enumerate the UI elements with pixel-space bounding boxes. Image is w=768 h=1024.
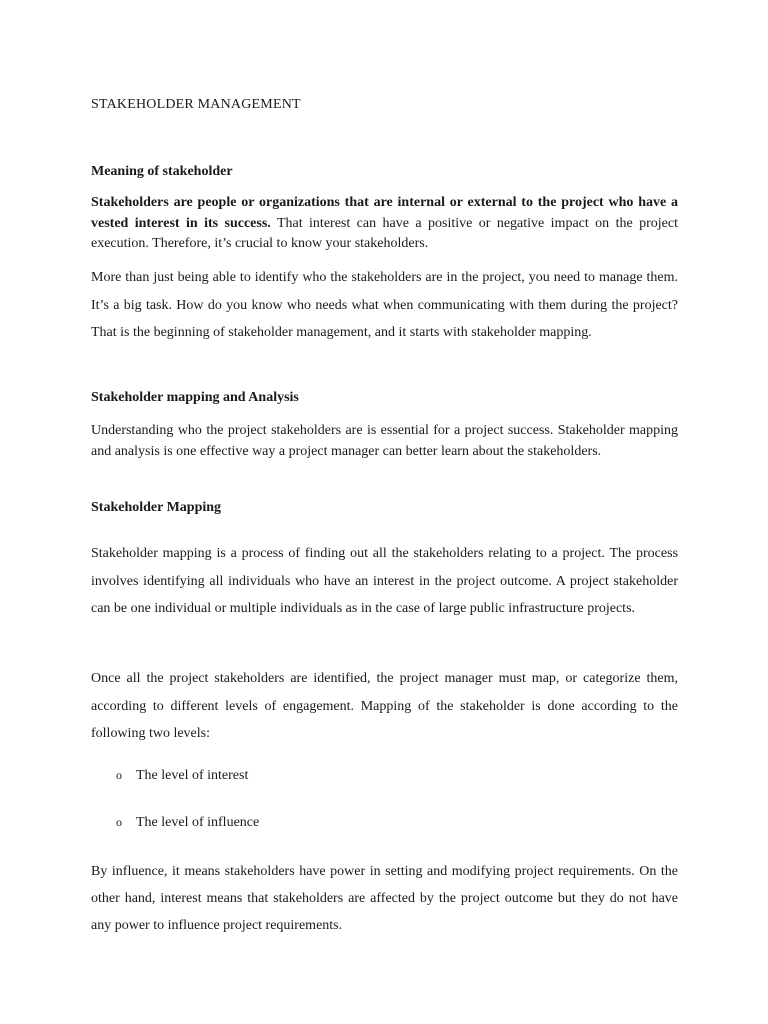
heading-meaning-of-stakeholder: Meaning of stakeholder bbox=[91, 164, 233, 179]
bullet-marker: o bbox=[116, 815, 122, 829]
paragraph-meaning-1 bbox=[91, 193, 678, 255]
list-item bbox=[116, 813, 259, 832]
list-item-text: The level of interest bbox=[136, 768, 249, 783]
list-item bbox=[116, 766, 248, 785]
paragraph-mapping-1: Stakeholder mapping is a process of finding out all the stakeholders relating to a project. The process involves identifying all individuals who have an interest in the project outcome. A project stakeholder can be one individual or multiple individuals as in the case of large public infrastructure projects. bbox=[91, 546, 678, 616]
document-title: STAKEHOLDER MANAGEMENT bbox=[91, 97, 301, 112]
paragraph-meaning-1-lead: Stakeholders are people or organizations that are internal or external to the project who have a vested interest in its success. bbox=[91, 195, 678, 231]
bullet-marker: o bbox=[116, 768, 122, 782]
paragraph-mapping-3: By influence, it means stakeholders have power in setting and modifying project requirements. On the other hand, interest means that stakeholders are affected by the project outcome but they do not have any power to influence project requirements. bbox=[91, 864, 678, 933]
paragraph-meaning-2: More than just being able to identify who the stakeholders are in the project, you need to manage them. It’s a big task. How do you know who needs what when communicating with them during the project? That is the beginning of stakeholder management, and it starts with stakeholder mapping. bbox=[91, 270, 678, 340]
heading-stakeholder-mapping: Stakeholder Mapping bbox=[91, 500, 222, 515]
paragraph-analysis-1: Understanding who the project stakeholders are is essential for a project success. Stakeholder mapping and analysis is one effective way a project manager can better learn about the stakeholders. bbox=[91, 423, 678, 459]
heading-stakeholder-mapping-and-analysis: Stakeholder mapping and Analysis bbox=[91, 390, 299, 405]
paragraph-meaning-1-rest: That interest can have a positive or negative impact on the project execution. Therefore, it’s crucial to know your stakeholders. bbox=[91, 215, 678, 251]
paragraph-mapping-2: Once all the project stakeholders are identified, the project manager must map, or categorize them, according to different levels of engagement. Mapping of the stakeholder is done according to the following two levels: bbox=[91, 671, 678, 741]
list-item-text: The level of influence bbox=[136, 815, 260, 830]
